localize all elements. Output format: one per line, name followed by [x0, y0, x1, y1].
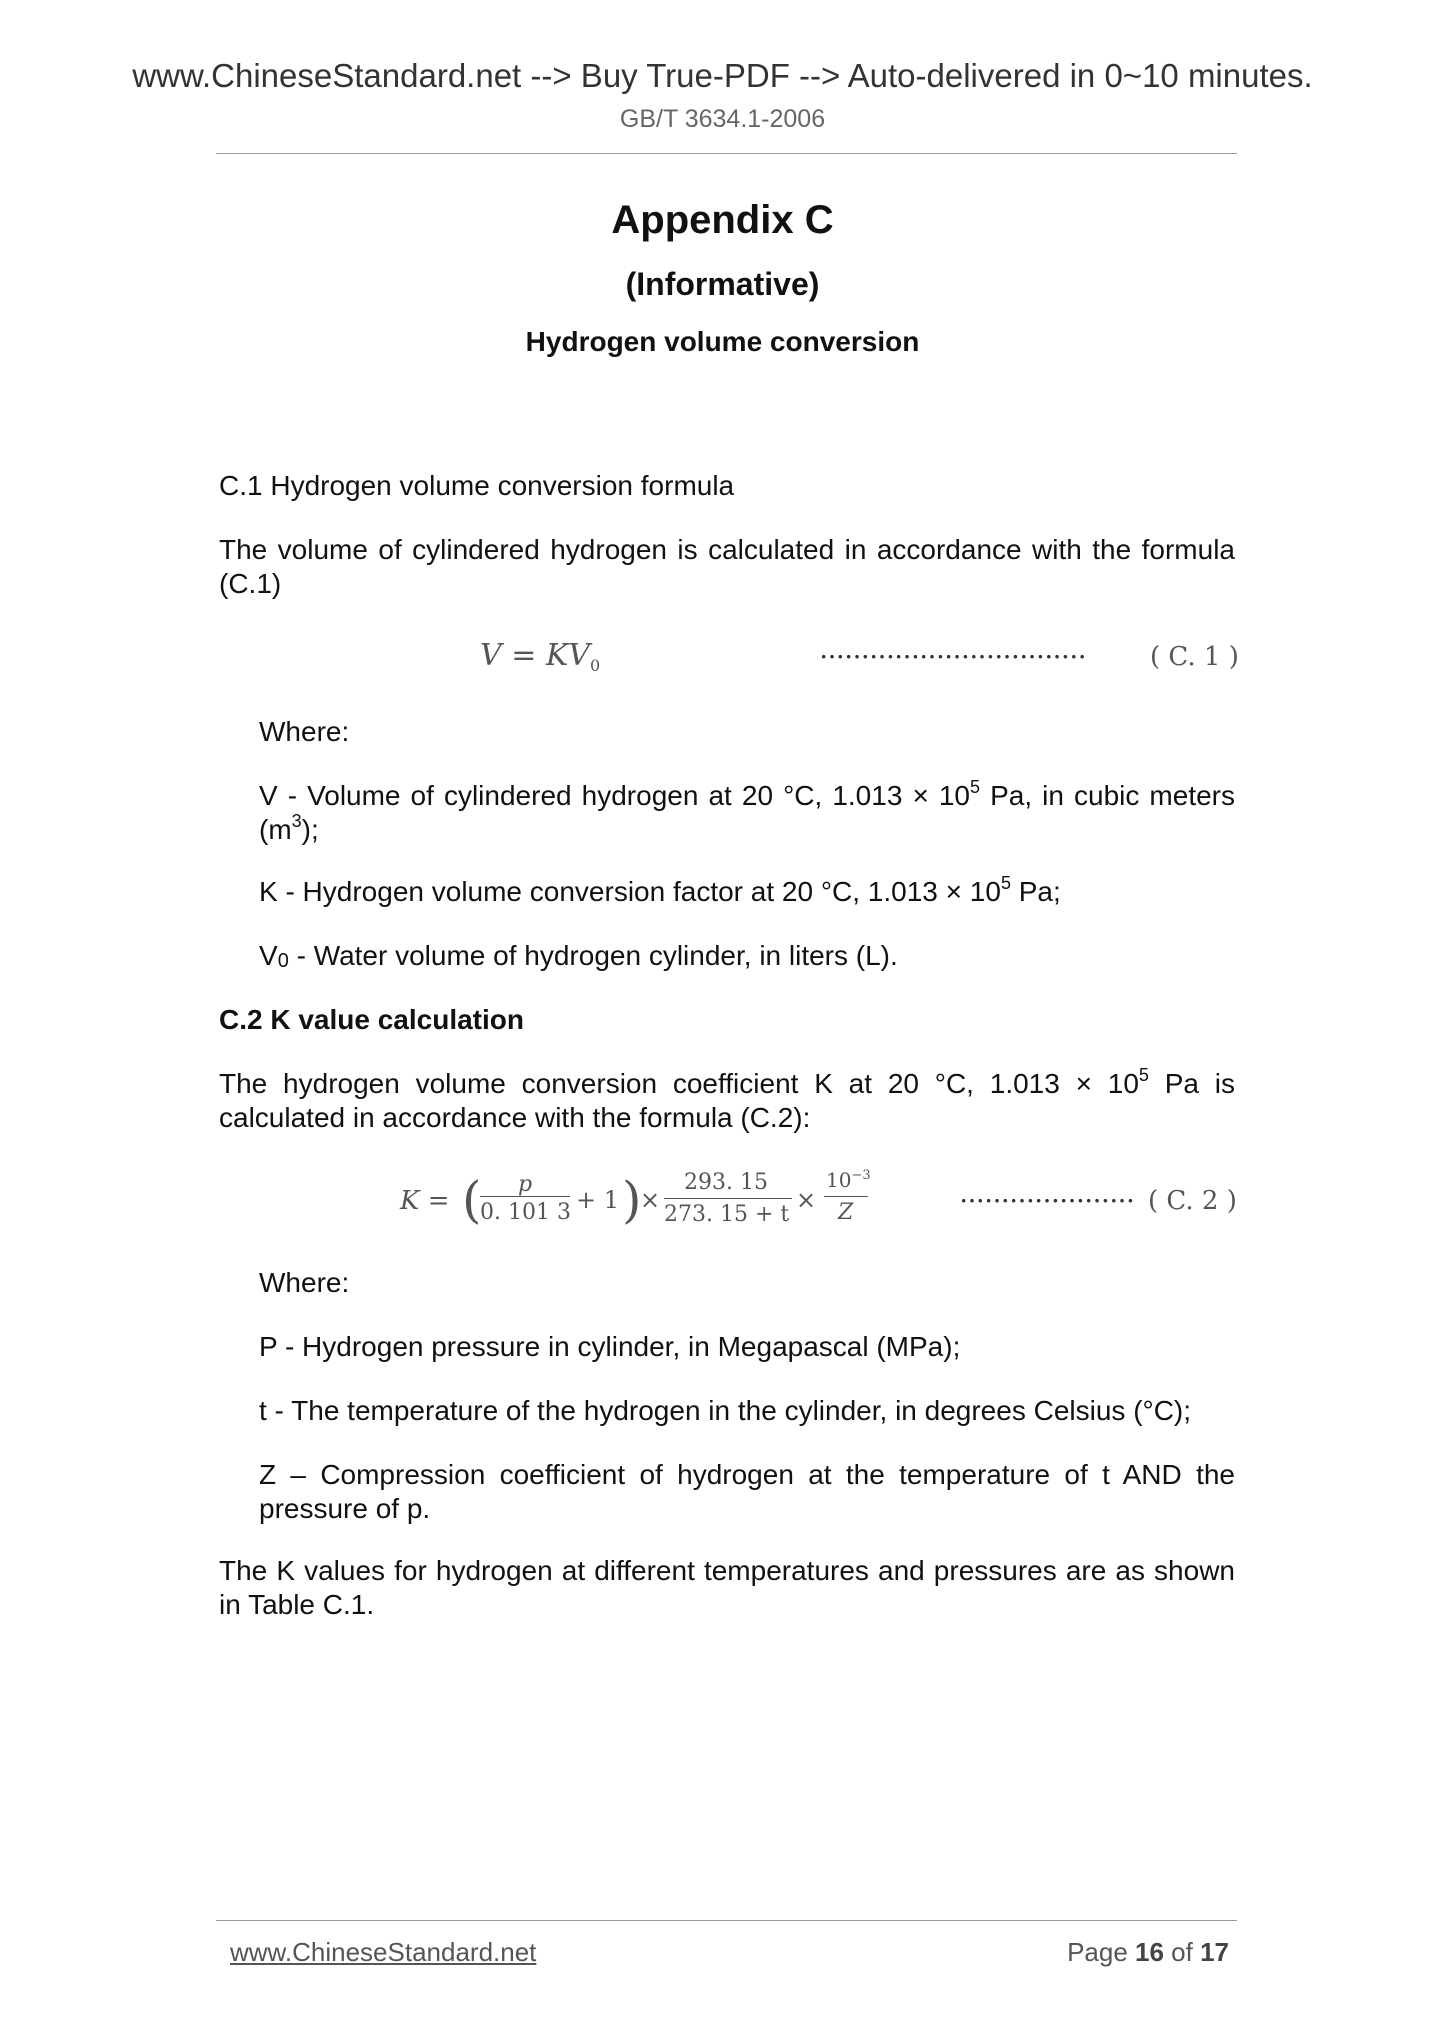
formula-c2-leader: ····················· [960, 1188, 1136, 1213]
appendix-title: Appendix C [611, 198, 834, 242]
formula-c2-right-paren: ) [622, 1171, 642, 1229]
definition-t: t - The temperature of the hydrogen in the cylinder, in degrees Celsius (°C); [259, 1395, 1192, 1426]
footer-divider [216, 1920, 1237, 1921]
definition-p: P - Hydrogen pressure in cylinder, in Megapascal (MPa); [259, 1331, 961, 1362]
formula-c2-fraction-line-3 [824, 1196, 868, 1197]
header-divider [216, 153, 1237, 154]
formula-c2-z: Z [838, 1200, 854, 1225]
appendix-type: (Informative) [625, 266, 820, 302]
footer-website-link[interactable]: www.ChineseStandard.net [230, 1937, 537, 1967]
section-c2-intro [219, 1067, 1235, 1135]
formula-c1-subscript: 0 [589, 656, 601, 675]
header-banner: www.ChineseStandard.net --> Buy True-PDF --> Auto-delivered in 0~10 minutes. [132, 57, 1313, 94]
formula-c2-k-equals: K = [400, 1186, 450, 1216]
formula-c2-left-paren: ( [462, 1171, 482, 1229]
page-number: 16 [1135, 1937, 1164, 1967]
page-total: 17 [1200, 1937, 1229, 1967]
formula-c2-times-2: × [796, 1186, 817, 1214]
section-c2-heading: C.2 K value calculation [219, 1004, 524, 1035]
definition-k-unit: Pa; [1010, 876, 1061, 907]
formula-c1-expression: V = KV [480, 638, 590, 673]
formula-c2-times-1: × [640, 1186, 661, 1214]
formula-c2-plus-one: + 1 [576, 1186, 620, 1214]
page-label: Page [1067, 1937, 1136, 1967]
formula-c2 [400, 1168, 900, 1238]
section-c2-intro-rest: Pa is calculated in accordance with the formula (C.2): [219, 1068, 1235, 1133]
definition-v0-symbol: V [259, 940, 278, 971]
definition-z: Z – Compression coefficient of hydrogen at the temperature of t AND the pressure of p. [259, 1459, 1235, 1524]
definition-v-unit-exponent: 3 [291, 811, 302, 831]
formula-c1-tag: ( C. 1 ) [1150, 642, 1239, 672]
page-of-label: of [1163, 1937, 1201, 1967]
formula-c2-ten: 10 [826, 1168, 852, 1192]
where-label-c2: Where: [259, 1267, 350, 1298]
formula-c1 [480, 638, 600, 684]
section-c1-heading: C.1 Hydrogen volume conversion formula [219, 470, 735, 501]
definition-v0-subscript: 0 [277, 950, 289, 972]
where-label-c1: Where: [259, 716, 350, 747]
definition-k-exponent: 5 [1000, 873, 1011, 893]
definition-v [259, 779, 1235, 847]
formula-c2-t-denominator: 273. 15 + t [664, 1202, 790, 1227]
formula-c2-fraction-line-1 [480, 1196, 570, 1197]
formula-c2-p-denominator: 0. 101 3 [480, 1200, 571, 1225]
section-c2-intro-text: The hydrogen volume conversion coefficient K at 20 °C, 1.013 × 10 [219, 1068, 1139, 1099]
standard-number: GB/T 3634.1-2006 [619, 105, 826, 133]
formula-c2-p: p [518, 1172, 533, 1197]
definition-k-text: K - Hydrogen volume conversion factor at 20 °C, 1.013 × 10 [259, 876, 1001, 907]
definition-v-unit-text: Pa, in cubic meters (m [259, 780, 1235, 845]
formula-c2-t-numerator: 293. 15 [684, 1170, 768, 1195]
definition-v-end: ); [301, 814, 319, 845]
definition-v-exponent: 5 [970, 777, 981, 797]
section-c2-intro-exponent: 5 [1138, 1065, 1149, 1085]
definition-k [259, 875, 1061, 909]
formula-c2-e-numerator [826, 1168, 871, 1192]
formula-c1-leader: ································ [820, 644, 1087, 669]
definition-v0-text: - Water volume of hydrogen cylinder, in liters (L). [288, 940, 898, 971]
definition-v-text: V - Volume of cylindered hydrogen at 20 °C, 1.013 × 10 [259, 780, 970, 811]
formula-c2-tag: ( C. 2 ) [1148, 1186, 1237, 1216]
section-c1-intro: The volume of cylindered hydrogen is calculated in accordance with the formula (C.1) [219, 534, 1235, 599]
appendix-subject: Hydrogen volume conversion [525, 326, 920, 357]
formula-c2-exponent: −3 [851, 1168, 871, 1183]
page-indicator [1067, 1936, 1229, 1968]
definition-v0 [259, 939, 898, 978]
closing-paragraph: The K values for hydrogen at different temperatures and pressures are as shown in Table C.1. [219, 1555, 1235, 1620]
formula-c2-fraction-line-2 [664, 1198, 792, 1199]
